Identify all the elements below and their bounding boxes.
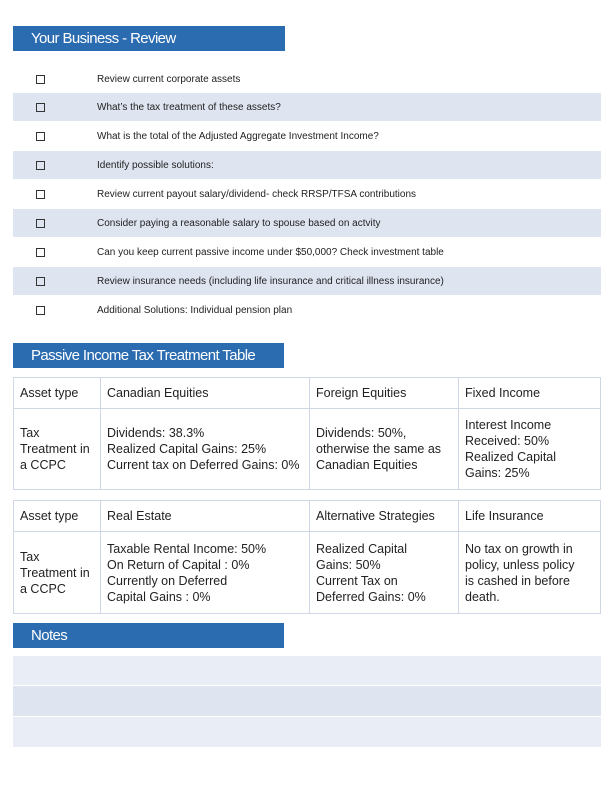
checkbox[interactable] — [36, 248, 45, 257]
table-header-cell: Foreign Equities — [310, 378, 459, 409]
checklist-item — [13, 295, 601, 325]
checklist-item-label: What’s the tax treatment of these assets? — [97, 101, 281, 113]
table-header-cell: Real Estate — [101, 501, 310, 532]
table-cell: Dividends: 38.3% Realized Capital Gains: 25% Current tax on Deferred Gains: 0% — [101, 409, 310, 490]
notes-section-banner — [13, 623, 284, 648]
table-cell: Dividends: 50%, otherwise the same as Canadian Equities — [310, 409, 459, 490]
table-cell: Interest Income Received: 50% Realized Capital Gains: 25% — [459, 409, 601, 490]
checklist-item-label: Review current payout salary/dividend- check RRSP/TFSA contributions — [97, 188, 417, 200]
tax-treatment-table-1 — [13, 377, 601, 490]
checklist-item — [13, 179, 601, 209]
notes-section-title: Notes — [31, 627, 68, 644]
checklist-item — [13, 237, 601, 267]
review-section-banner — [13, 26, 285, 51]
checklist-item — [13, 121, 601, 151]
row-label-cell: Tax Treatment in a CCPC — [14, 409, 101, 490]
review-section-title: Your Business - Review — [31, 30, 176, 47]
checkbox[interactable] — [36, 190, 45, 199]
table-header-cell: Asset type — [14, 501, 101, 532]
checklist-item-label: Review insurance needs (including life insurance and critical illness insurance) — [97, 275, 444, 287]
table-header-cell: Canadian Equities — [101, 378, 310, 409]
notes-line[interactable] — [13, 656, 601, 685]
table-header-cell: Asset type — [14, 378, 101, 409]
notes-line[interactable] — [13, 717, 601, 747]
checkbox[interactable] — [36, 277, 45, 286]
checklist-item-label: Consider paying a reasonable salary to spouse based on actvity — [97, 217, 381, 229]
table-cell: Realized Capital Gains: 50% Current Tax on Deferred Gains: 0% — [310, 532, 459, 614]
checklist-item — [13, 93, 601, 121]
tax-treatment-table-2 — [13, 500, 601, 614]
checkbox[interactable] — [36, 306, 45, 315]
checkbox[interactable] — [36, 132, 45, 141]
checkbox[interactable] — [36, 219, 45, 228]
checklist-item — [13, 65, 601, 93]
checklist-item — [13, 267, 601, 295]
checkbox[interactable] — [36, 103, 45, 112]
table-cell: No tax on growth in policy, unless policy is cashed in before death. — [459, 532, 601, 614]
checklist-item-label: Can you keep current passive income under $50,000? Check investment table — [97, 246, 444, 258]
checklist-item-label: Review current corporate assets — [97, 73, 241, 85]
review-checklist — [13, 65, 601, 325]
checkbox[interactable] — [36, 161, 45, 170]
notes-line[interactable] — [13, 686, 601, 716]
checkbox[interactable] — [36, 75, 45, 84]
checklist-item — [13, 151, 601, 179]
passive-income-section-title: Passive Income Tax Treatment Table — [31, 347, 256, 364]
table-header-cell: Fixed Income — [459, 378, 601, 409]
checklist-item — [13, 209, 601, 237]
table-header-cell: Alternative Strategies — [310, 501, 459, 532]
table-header-cell: Life Insurance — [459, 501, 601, 532]
checklist-item-label: Identify possible solutions: — [97, 159, 214, 171]
checklist-item-label: Additional Solutions: Individual pension plan — [97, 304, 293, 316]
table-row — [14, 532, 601, 614]
table-header-row — [14, 378, 601, 409]
table-cell: Taxable Rental Income: 50% On Return of Capital : 0% Currently on Deferred Capital Gains : 0% — [101, 532, 310, 614]
checklist-item-label: What is the total of the Adjusted Aggregate Investment Income? — [97, 130, 379, 142]
passive-income-section-banner — [13, 343, 284, 368]
table-row — [14, 409, 601, 490]
table-header-row — [14, 501, 601, 532]
row-label-cell: Tax Treatment in a CCPC — [14, 532, 101, 614]
